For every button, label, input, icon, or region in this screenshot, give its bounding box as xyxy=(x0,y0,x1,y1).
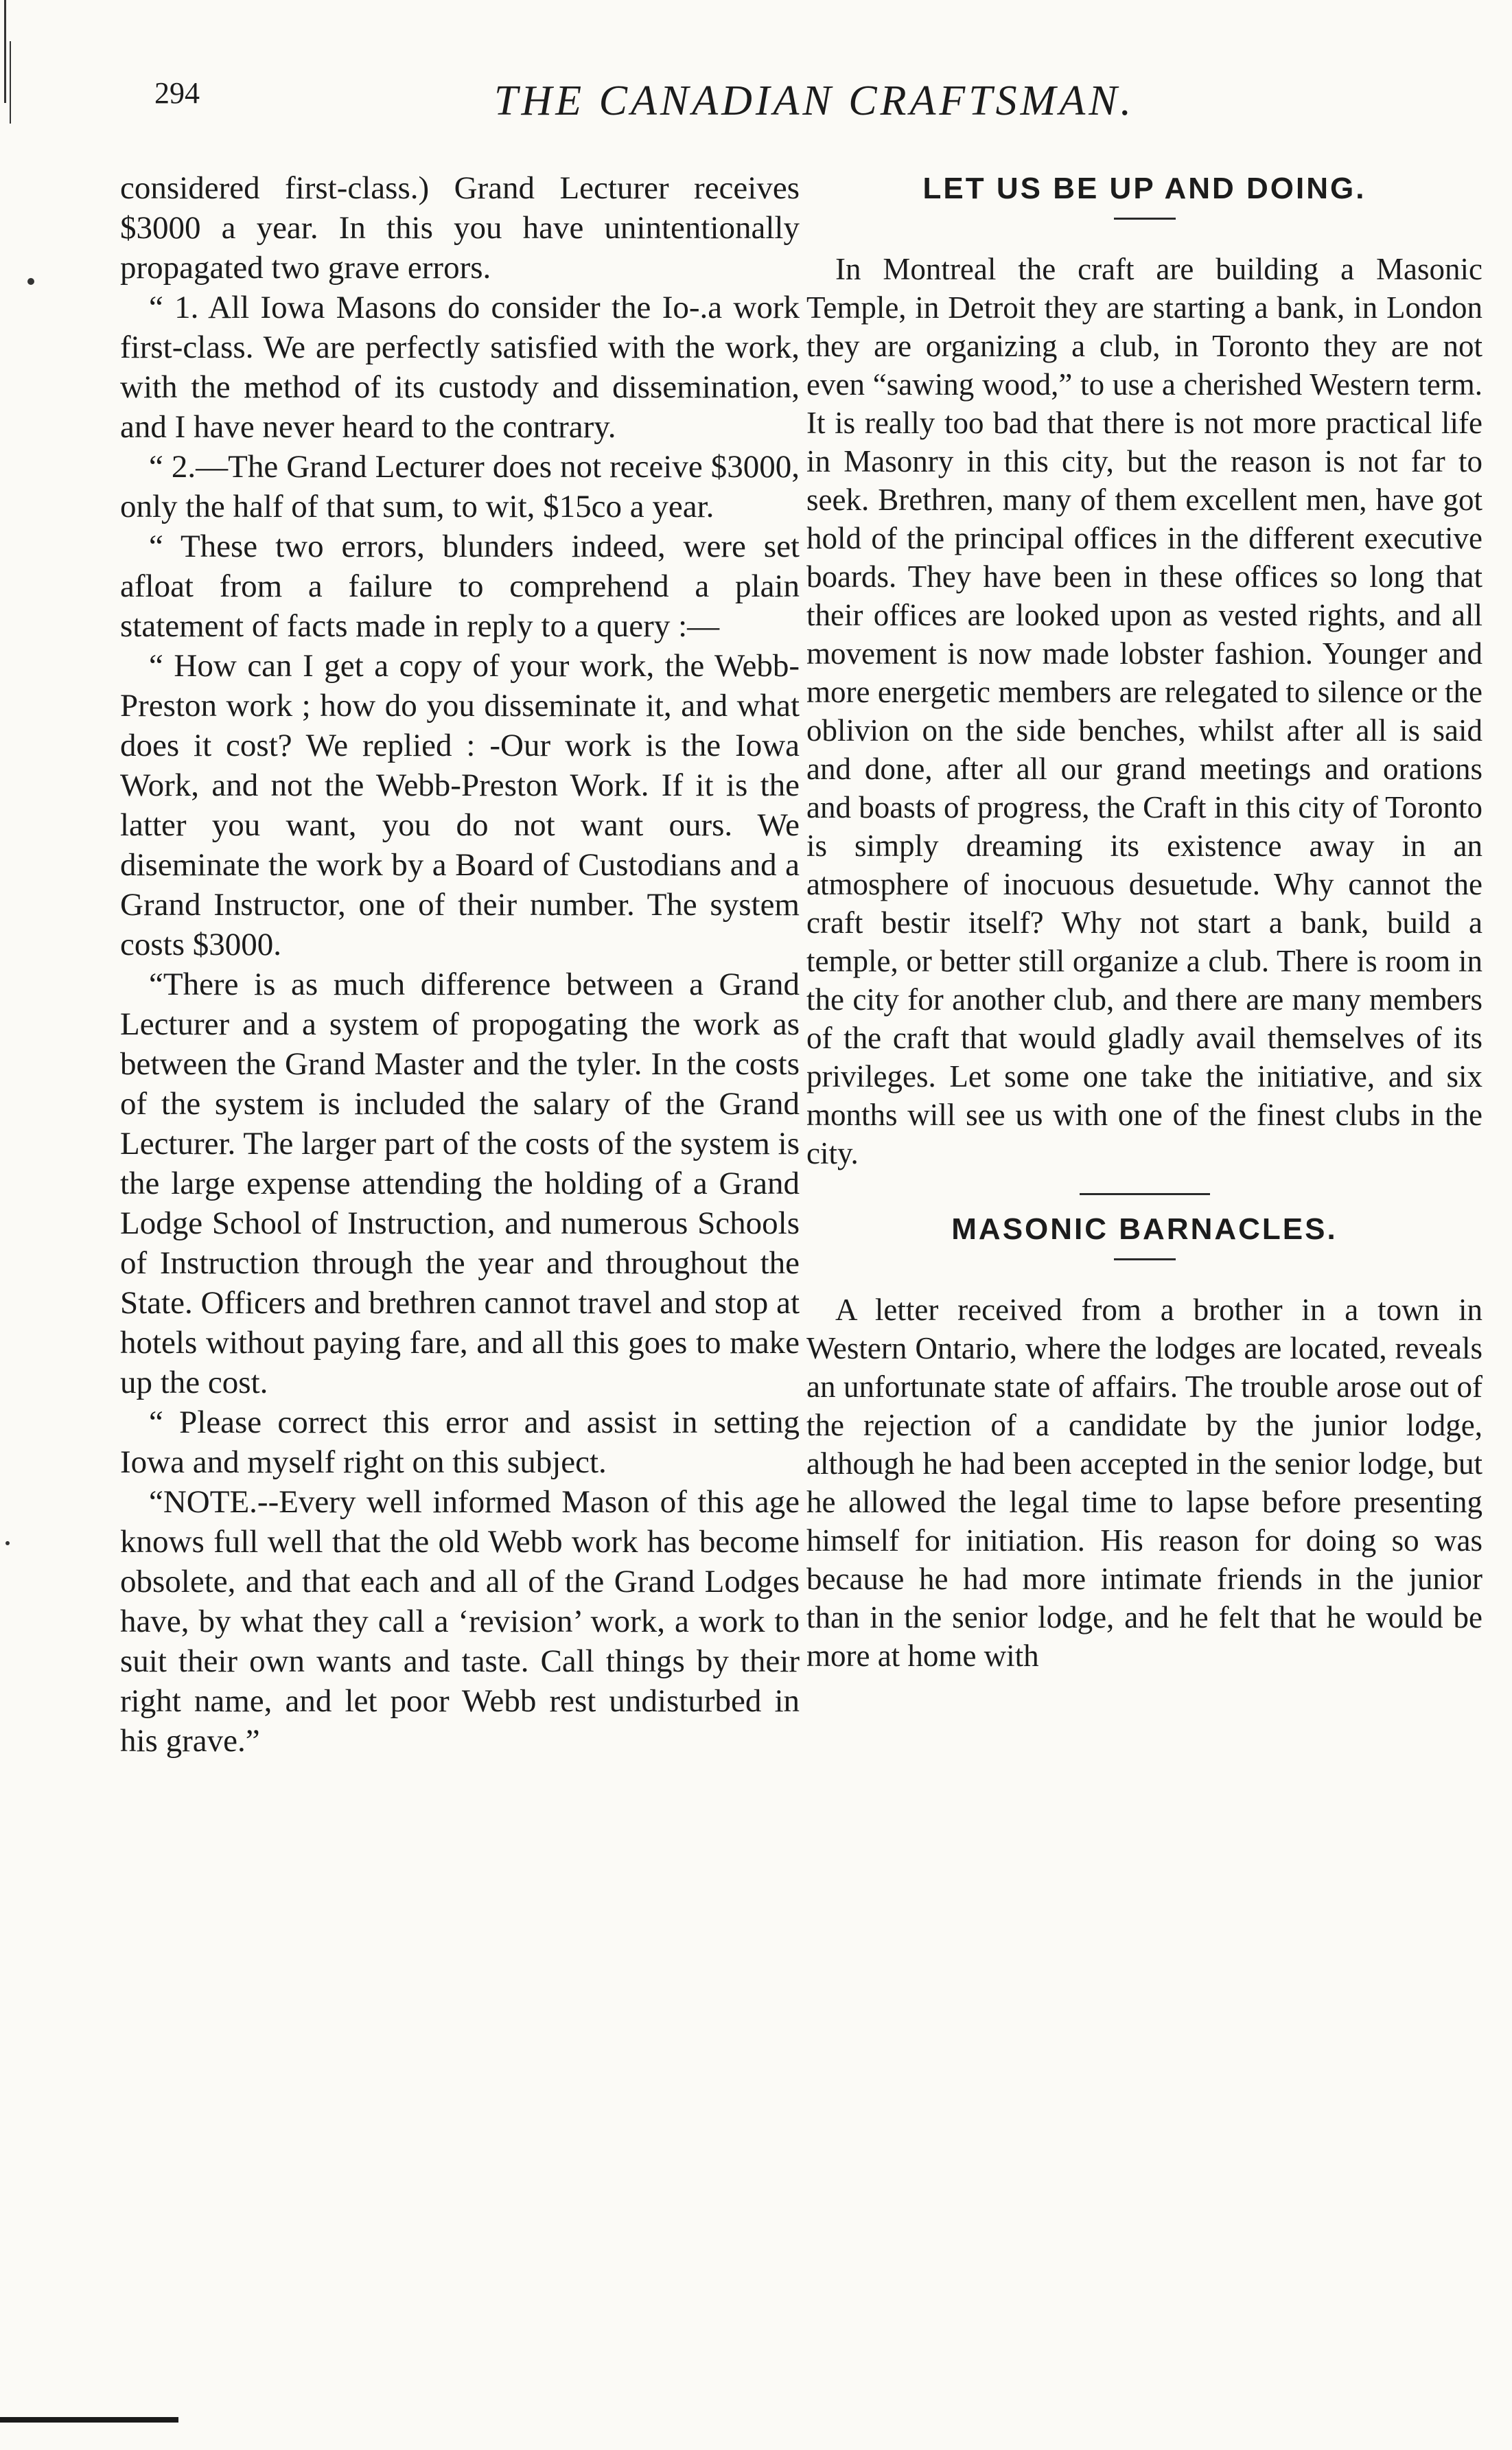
left-paragraph: “ 2.—The Grand Lecturer does not receive $3000, only the half of that sum, to wit, $15co a year. xyxy=(120,449,800,524)
bottom-edge-rule xyxy=(0,2417,178,2423)
page-number: 294 xyxy=(154,76,200,110)
page-edge-marks xyxy=(0,0,21,2450)
left-column xyxy=(120,168,800,1761)
left-paragraph: “ How can I get a copy of your work, the Webb-Preston work ; how do you disseminate it, and what does it cost? We replied : -Our work is the Iowa Work, and not the Webb-Preston Work. If it is the latter you want, you do not want ours. We diseminate the work by a Board of Custodians and a Grand Instructor, one of their number. The system costs $3000. xyxy=(120,648,800,962)
running-title: THE CANADIAN CRAFTSMAN. xyxy=(494,78,1135,124)
heading-rule xyxy=(1114,1258,1176,1260)
left-paragraph: “ 1. All Iowa Masons do consider the Io-.a work first-class. We are perfectly satisfied with the work, with the method of its custody and dissemination, and I have never heard to the contrary. xyxy=(120,290,800,445)
left-paragraph: considered first-class.) Grand Lecturer receives $3000 a year. In this you have unintentionally propagated two grave errors. xyxy=(120,170,800,286)
article-paragraph: In Montreal the craft are building a Masonic Temple, in Detroit they are starting a bank, in London they are organizing a club, in Toronto they are not even “sawing wood,” to use a cherished Western term. It is really too bad that there is not more practical life in Masonry in this city, but the reason is not far to seek. Brethren, many of them excellent men, have got hold of the principal offices in the different executive boards. They have been in these offices so long that their offices are looked upon as vested rights, and all movement is now made lobster fashion. Younger and more energetic members are relegated to silence or the oblivion on the side benches, whilst after all is said and done, after all our grand meetings and orations and boasts of progress, the Craft in this city of Toronto is simply dreaming its existence away in an atmosphere of inocuous desuetude. Why cannot the craft bestir itself? Why not start a bank, build a temple, or better still organize a club. There is room in the city for another club, and there are many members of the craft that would gladly avail themselves of its privileges. Let some one take the initiative, and six months will see us with one of the finest clubs in the city. xyxy=(806,252,1482,1170)
heading-rule xyxy=(1114,218,1176,220)
section-heading: LET US BE UP AND DOING. xyxy=(922,172,1366,205)
right-column xyxy=(806,168,1482,1675)
left-paragraph: “NOTE.--Every well informed Mason of this age knows full well that the old Webb work has become obsolete, and that each and all of the Grand Lodges have, by what they call a ‘revision’ work, a work to suit their own wants and taste. Call things by their right name, and let poor Webb rest undisturbed in his grave.” xyxy=(120,1484,800,1759)
left-paragraph: “There is as much difference between a Grand Lecturer and a system of propogating the work as between the Grand Master and the tyler. In the costs of the system is included the salary of the Grand Lecturer. The larger part of the costs of the system is the large expense attending the holding of a Grand Lodge School of Instruction, and numerous Schools of Instruction through the year and throughout the State. Officers and brethren cannot travel and stop at hotels without paying fare, and all this goes to make up the cost. xyxy=(120,967,800,1400)
section-heading: MASONIC BARNACLES. xyxy=(951,1212,1338,1246)
article-paragraph: A letter received from a brother in a town in Western Ontario, where the lodges are located, reveals an unfortunate state of affairs. The trouble arose out of the rejection of a candidate by the junior lodge, although he had been accepted in the senior lodge, but he allowed the legal time to lapse before presenting himself for initiation. His reason for doing so was because he had more intimate friends in the junior than in the senior lodge, and he felt that he would be more at home with xyxy=(806,1293,1482,1673)
page-header xyxy=(0,69,1512,144)
section-divider xyxy=(1080,1193,1210,1195)
left-paragraph: “ Please correct this error and assist in setting Iowa and myself right on this subject. xyxy=(120,1405,800,1480)
left-paragraph: “ These two errors, blunders indeed, were set afloat from a failure to comprehend a plain statement of facts made in reply to a query :— xyxy=(120,529,800,644)
